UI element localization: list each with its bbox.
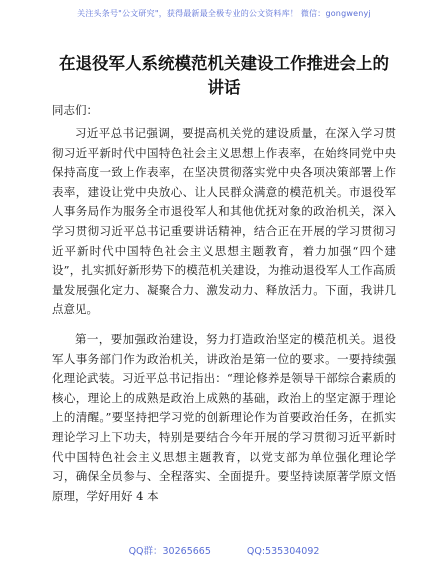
footer-qq: QQ:535304092 — [246, 546, 320, 557]
footer-contacts — [0, 543, 448, 557]
document-title: 在退役军人系统模范机关建设工作推进会上的讲话 — [59, 54, 389, 97]
header-note: 关注头条号"公文研究"，获得最新最全极专业的公文资料库！ 微信：gongwenyj — [77, 9, 371, 18]
paragraph-intro: 习近平总书记强调，要提高机关党的建设质量，在深入学习贯彻习近平新时代中国特色社会主义思想上作表率，在始终同党中央保持高度一致上作表率，在坚决贯彻落实党中央各项决策部署上作表率，建设让党中央放心、让人民群众满意的模范机关。市退役军人事务局作为服务全市退役军人和其他优抚对象的政治机关，深入学习贯彻习近平总书记重要讲话精神，结合正在开展的学习贯彻习近平新时代中国特色社会主义思想主题教育，着力加强“四个建设”，扎实抓好新形势下的模范机关建设，为推动退役军人工作高质量发展强化定力、凝聚合力、激发动力、释放活力。下面，我讲几点意见。 — [52, 126, 396, 317]
paragraph-first-point: 第一，要加强政治建设，努力打造政治坚定的模范机关。退役军人事务部门作为政治机关，讲政治是第一位的要求。一要持续强化理论武装。习近平总书记指出：“理论修养是领导干部综合素质的核心，理论上的成熟是政治上成熟的基础，政治上的坚定源于理论上的清醒。”要坚持把学习党的创新理论作为首要政治任务，在抓实理论学习上下功夫，特别是要结合今年开展的学习贯彻习近平新时代中国特色社会主义思想主题教育，以党支部为单位强化理论学习，确保全员参与、全程落实、全面提升。要坚持读原著学原文悟原理，学好用好 4 本 — [52, 331, 396, 503]
document-body — [52, 124, 396, 506]
footer-qq-group: QQ群：30265665 — [128, 546, 211, 557]
salutation: 同志们： — [52, 103, 98, 117]
